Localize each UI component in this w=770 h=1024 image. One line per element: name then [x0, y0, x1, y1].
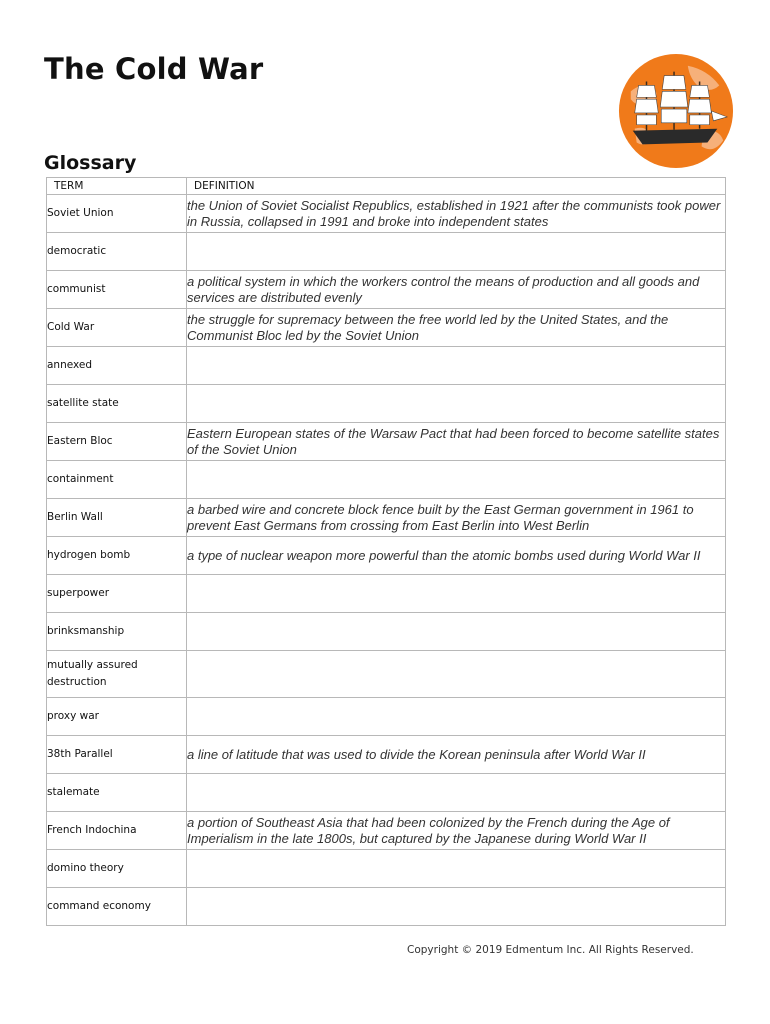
definition-cell[interactable]	[187, 347, 726, 385]
definition-cell[interactable]: a political system in which the workers control the means of production and all goods and services are distributed evenly	[187, 271, 726, 309]
term-cell: communist	[47, 271, 187, 309]
term-cell: 38th Parallel	[47, 736, 187, 774]
definition-cell[interactable]	[187, 575, 726, 613]
term-cell: Cold War	[47, 309, 187, 347]
definition-cell[interactable]: a type of nuclear weapon more powerful than the atomic bombs used during World War II	[187, 537, 726, 575]
table-row	[47, 537, 726, 575]
term-column-header: TERM	[47, 178, 187, 195]
term-cell: Berlin Wall	[47, 499, 187, 537]
table-row	[47, 698, 726, 736]
table-row	[47, 850, 726, 888]
term-cell: domino theory	[47, 850, 187, 888]
table-row	[47, 736, 726, 774]
definition-cell[interactable]: a line of latitude that was used to divide the Korean peninsula after World War II	[187, 736, 726, 774]
term-cell: superpower	[47, 575, 187, 613]
term-cell: Soviet Union	[47, 195, 187, 233]
page-title: The Cold War	[44, 52, 264, 86]
definition-cell[interactable]	[187, 385, 726, 423]
table-row	[47, 499, 726, 537]
sailing-ship-globe-icon	[617, 52, 735, 170]
table-row	[47, 385, 726, 423]
term-cell: annexed	[47, 347, 187, 385]
definition-cell[interactable]	[187, 698, 726, 736]
table-row	[47, 651, 726, 698]
table-row	[47, 309, 726, 347]
definition-cell[interactable]: a barbed wire and concrete block fence built by the East German government in 1961 to prevent East Germans from crossing from East Berlin into West Berlin	[187, 499, 726, 537]
term-cell: stalemate	[47, 774, 187, 812]
table-row	[47, 347, 726, 385]
term-cell: satellite state	[47, 385, 187, 423]
table-row	[47, 888, 726, 926]
table-header-row	[47, 178, 726, 195]
table-row	[47, 233, 726, 271]
definition-cell[interactable]	[187, 774, 726, 812]
term-cell: proxy war	[47, 698, 187, 736]
term-cell: hydrogen bomb	[47, 537, 187, 575]
table-row	[47, 575, 726, 613]
definition-cell[interactable]: Eastern European states of the Warsaw Pact that had been forced to become satellite states of the Soviet Union	[187, 423, 726, 461]
table-row	[47, 423, 726, 461]
section-heading: Glossary	[44, 152, 137, 174]
definition-cell[interactable]	[187, 850, 726, 888]
term-cell: Eastern Bloc	[47, 423, 187, 461]
definition-cell[interactable]	[187, 888, 726, 926]
definition-column-header: DEFINITION	[187, 178, 726, 195]
table-row	[47, 812, 726, 850]
table-row	[47, 461, 726, 499]
term-cell: containment	[47, 461, 187, 499]
definition-cell[interactable]: a portion of Southeast Asia that had been colonized by the French during the Age of Imperialism in the late 1800s, but captured by the Japanese during World War II	[187, 812, 726, 850]
copyright-notice: Copyright © 2019 Edmentum Inc. All Rights Reserved.	[407, 944, 694, 956]
definition-cell[interactable]	[187, 233, 726, 271]
definition-cell[interactable]: the Union of Soviet Socialist Republics, established in 1921 after the communists took power in Russia, collapsed in 1991 and broke into independent states	[187, 195, 726, 233]
definition-cell[interactable]	[187, 461, 726, 499]
term-cell: democratic	[47, 233, 187, 271]
term-cell: mutually assured destruction	[47, 651, 187, 698]
table-row	[47, 271, 726, 309]
definition-cell[interactable]	[187, 613, 726, 651]
term-cell: French Indochina	[47, 812, 187, 850]
glossary-table	[46, 177, 726, 926]
table-row	[47, 774, 726, 812]
table-row	[47, 195, 726, 233]
definition-cell[interactable]: the struggle for supremacy between the free world led by the United States, and the Communist Bloc led by the Soviet Union	[187, 309, 726, 347]
term-cell: command economy	[47, 888, 187, 926]
definition-cell[interactable]	[187, 651, 726, 698]
term-cell: brinksmanship	[47, 613, 187, 651]
table-row	[47, 613, 726, 651]
